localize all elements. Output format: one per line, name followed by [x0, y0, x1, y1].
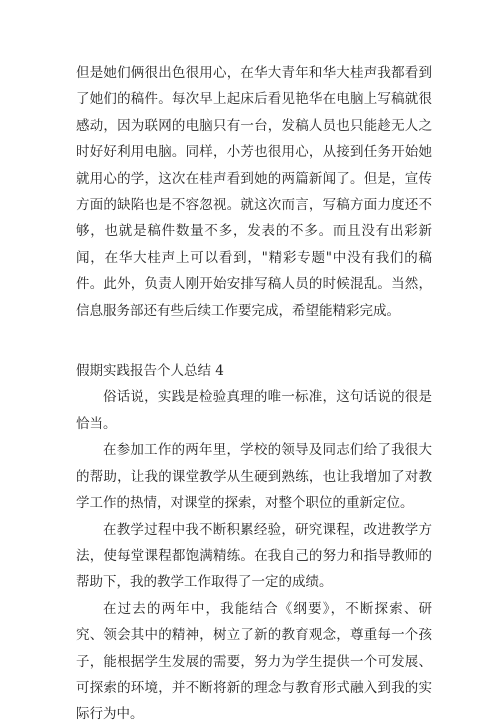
paragraph-2: 俗话说，实践是检验真理的唯一标准，这句话说的很是恰当。: [76, 389, 432, 432]
document-page: [76, 60, 432, 728]
section-gap: [76, 324, 432, 358]
paragraph-4: 在教学过程中我不断积累经验，研究课程，改进教学方法，使每堂课程都饱满精练。在我自己的努力和指导教师的帮助下，我的教学工作取得了一定的成绩。: [76, 521, 432, 591]
paragraph-1: 但是她们俩很出色很用心，在华大青年和华大桂声我都看到了她们的稿件。每次早上起床后看见艳华在电脑上写稿就很感动，因为联网的电脑只有一台，发稿人员也只能趁无人之时好好利用电脑。同样，小芳也很用心，从接到任务开始她就用心的学，这次在桂声看到她的两篇新闻了。但是，宣传方面的缺陷也是不容忽视。就这次而言，写稿方面力度还不够，也就是稿件数量不多，发表的不多。而且没有出彩新闻，在华大桂声上可以看到，"精彩专题"中没有我们的稿件。此外，负责人刚开始安排写稿人员的时候混乱。当然，信息服务部还有些后续工作要完成，希望能精彩完成。: [76, 65, 432, 319]
paragraph-3: 在参加工作的两年里，学校的领导及同志们给了我很大的帮助，让我的课堂教学从生硬到熟练，也让我增加了对教学工作的热情，对课堂的探索，对整个职位的重新定位。: [76, 442, 432, 512]
paragraph-5: 在过去的两年中，我能结合《纲要》，不断探索、研究、领会其中的精神，树立了新的教育观念，尊重每一个孩子，能根据学生发展的需要，努力为学生提供一个可发展、可探索的环境，并不断将新的理念与教育形式融入到我的实际行为中。: [76, 600, 432, 723]
section-title: 假期实践报告个人总结 4: [76, 363, 224, 380]
